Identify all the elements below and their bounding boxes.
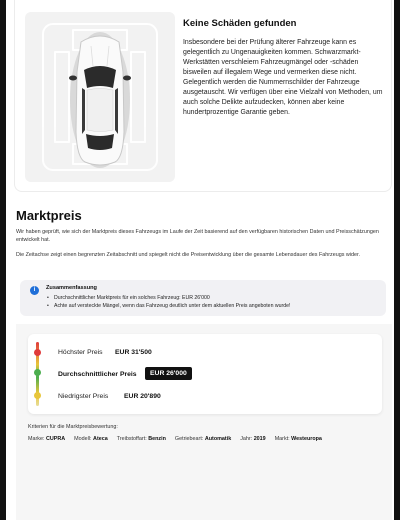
high-price-value: EUR 31'500: [115, 349, 152, 356]
car-top-view-icon: [25, 12, 175, 182]
summary-box: [20, 280, 386, 316]
window-border-right: [394, 0, 400, 520]
market-paragraph-1: Wir haben geprüft, wie sich der Marktpreis dieses Fahrzeugs im Laufe der Zeit basierend auf den verfügbaren historischen Daten und Preisschätzungen entwickelt hat.: [16, 229, 379, 243]
low-price-marker: [34, 392, 41, 399]
summary-list: [46, 294, 290, 310]
damage-card: [14, 0, 392, 192]
avg-price-label: Durchschnittlicher Preis: [58, 371, 137, 378]
criteria-item: Markt: Westeuropa: [274, 436, 322, 442]
info-icon: i: [30, 286, 39, 295]
car-diagram: [25, 12, 175, 182]
criteria-item: Modell: Ateca: [74, 436, 108, 442]
market-price-title: Marktpreis: [16, 208, 82, 223]
avg-price-value: EUR 26'000: [145, 367, 192, 380]
damage-description: Insbesondere bei der Prüfung älterer Fahrzeuge kann es gelegentlich zu Ungenauigkeiten kommen. Schwarzmarkt-Werkstätten verschleiern Fahrzeugmängel oder -schäden bisweilen auf illegalem Wege und vermerken diese nicht. Gelegentlich werden die Nummernschilder der Fahrzeuge ausgetauscht. Wir verfügen über eine Vielzahl von Methoden, um auch solche Delikte aufzudecken, können aber keine hundertprozentige Garantie geben.: [183, 39, 383, 116]
high-price-marker: [34, 349, 41, 356]
criteria-item: Marke: CUPRA: [28, 436, 66, 442]
summary-item: • Achte auf versteckte Mängel, wenn das Fahrzeug deutlich unter dem aktuellen Preis angeboten wurde!: [46, 302, 290, 310]
low-price-label: Niedrigster Preis: [58, 393, 109, 400]
damage-title: Keine Schäden gefunden: [183, 18, 297, 29]
summary-item: • Durchschnittlicher Marktpreis für ein solches Fahrzeug: EUR 26'000: [46, 294, 290, 302]
criteria-item: Treibstoffart: Benzin: [116, 436, 166, 442]
summary-title: Zusammenfassung: [46, 285, 97, 291]
criteria-title: Kriterien für die Marktpreisbewertung:: [28, 424, 118, 430]
report-page: [6, 0, 394, 520]
low-price-value: EUR 20'890: [124, 393, 161, 400]
price-range-card: [28, 334, 382, 414]
criteria-item: Getriebeart: Automatik: [174, 436, 232, 442]
price-section: [16, 324, 392, 520]
market-paragraph-2: Die Zeitachse zeigt einen begrenzten Zeitabschnitt und spiegelt nicht die Preisentwicklung über die gesamte Lebensdauer des Fahrzeugs wider.: [16, 252, 361, 258]
criteria-item: Jahr: 2019: [240, 436, 266, 442]
criteria-list: [28, 436, 322, 442]
high-price-label: Höchster Preis: [58, 349, 103, 356]
avg-price-marker: [34, 369, 41, 376]
